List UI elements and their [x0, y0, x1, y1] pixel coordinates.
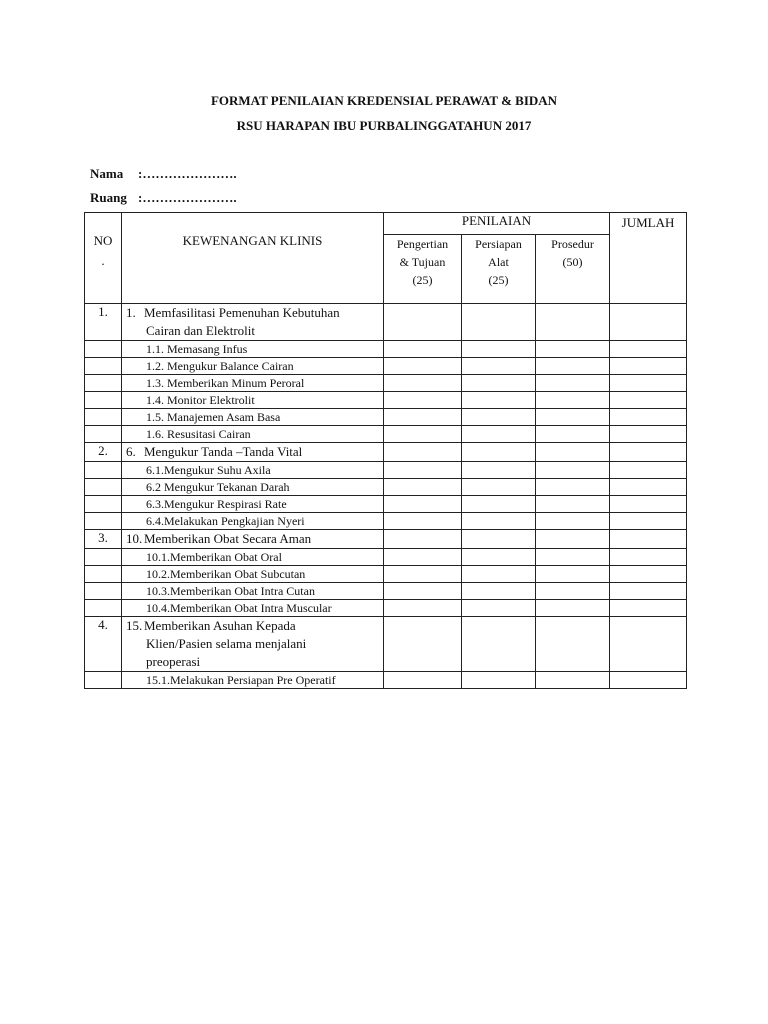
- group-title-line: Klien/Pasien selama menjalani: [146, 636, 307, 651]
- score-cell[interactable]: [536, 566, 610, 583]
- ruang-value: :………………….: [138, 190, 237, 205]
- sub-item-label: 1.6. Resusitasi Cairan: [122, 426, 384, 443]
- score-cell[interactable]: [610, 358, 687, 375]
- score-cell[interactable]: [536, 479, 610, 496]
- score-cell[interactable]: [536, 672, 610, 689]
- sub-item-label: 10.4.Memberikan Obat Intra Muscular: [122, 600, 384, 617]
- row-number-cell: [85, 496, 122, 513]
- table-row: [85, 479, 687, 496]
- header-pengertian: [384, 235, 462, 304]
- score-cell[interactable]: [462, 600, 536, 617]
- score-cell[interactable]: [384, 600, 462, 617]
- score-cell[interactable]: [610, 672, 687, 689]
- group-title-first-line: [126, 443, 383, 461]
- score-cell[interactable]: [610, 375, 687, 392]
- header-no: [85, 213, 122, 304]
- score-cell[interactable]: [610, 600, 687, 617]
- sub-item-label: 1.1. Memasang Infus: [122, 341, 384, 358]
- score-cell[interactable]: [536, 462, 610, 479]
- score-cell[interactable]: [610, 304, 687, 341]
- score-cell[interactable]: [462, 530, 536, 549]
- score-cell[interactable]: [462, 409, 536, 426]
- group-number: 1.: [85, 304, 122, 341]
- table-row: [85, 462, 687, 479]
- score-cell[interactable]: [462, 566, 536, 583]
- header-pengertian-line-3: (25): [412, 273, 433, 288]
- score-cell[interactable]: [610, 566, 687, 583]
- header-jumlah: JUMLAH: [610, 213, 687, 304]
- score-cell[interactable]: [462, 462, 536, 479]
- group-row: [85, 443, 687, 462]
- sub-item-label: 6.3.Mengukur Respirasi Rate: [122, 496, 384, 513]
- group-title-number: 15.: [126, 618, 143, 633]
- group-title-line: Cairan dan Elektrolit: [146, 323, 256, 338]
- table-body: [85, 304, 687, 689]
- score-cell[interactable]: [536, 358, 610, 375]
- score-cell[interactable]: [384, 426, 462, 443]
- score-cell[interactable]: [384, 443, 462, 462]
- score-cell[interactable]: [610, 443, 687, 462]
- header-kewenangan: KEWENANGAN KLINIS: [122, 213, 384, 304]
- ruang-label: Ruang: [90, 190, 127, 205]
- score-cell[interactable]: [536, 530, 610, 549]
- sub-item-label: 10.1.Memberikan Obat Oral: [122, 549, 384, 566]
- score-cell[interactable]: [536, 443, 610, 462]
- score-cell[interactable]: [536, 583, 610, 600]
- header-penilaian: PENILAIAN: [384, 213, 610, 235]
- header-persiapan-line-1: Persiapan: [475, 237, 522, 252]
- table-row: [85, 392, 687, 409]
- score-cell[interactable]: [462, 392, 536, 409]
- table-row: [85, 496, 687, 513]
- score-cell[interactable]: [536, 513, 610, 530]
- header-persiapan-line-3: (25): [488, 273, 509, 288]
- row-number-cell: [85, 672, 122, 689]
- row-number-cell: [85, 392, 122, 409]
- group-title-first-line: [126, 530, 383, 548]
- score-cell[interactable]: [462, 513, 536, 530]
- row-number-cell: [85, 358, 122, 375]
- table-row: [85, 566, 687, 583]
- group-number: 2.: [85, 443, 122, 462]
- group-title-line: Mengukur Tanda –Tanda Vital: [144, 444, 303, 459]
- group-title-line: Memfasilitasi Pemenuhan Kebutuhan: [144, 305, 340, 320]
- sub-item-label: 1.3. Memberikan Minum Peroral: [122, 375, 384, 392]
- sub-item-label: 6.2 Mengukur Tekanan Darah: [122, 479, 384, 496]
- score-cell[interactable]: [384, 513, 462, 530]
- score-cell[interactable]: [384, 530, 462, 549]
- score-cell[interactable]: [610, 530, 687, 549]
- row-number-cell: [85, 462, 122, 479]
- score-cell[interactable]: [536, 600, 610, 617]
- title-line-1: FORMAT PENILAIAN KREDENSIAL PERAWAT & BIDAN: [210, 93, 558, 108]
- score-cell[interactable]: [610, 426, 687, 443]
- header-prosedur-line-2: (50): [562, 255, 583, 270]
- score-cell[interactable]: [462, 341, 536, 358]
- score-cell[interactable]: [384, 617, 462, 672]
- score-cell[interactable]: [536, 392, 610, 409]
- group-number: 4.: [85, 617, 122, 672]
- group-row: [85, 304, 687, 341]
- score-cell[interactable]: [610, 392, 687, 409]
- group-title: [122, 443, 384, 462]
- row-number-cell: [85, 549, 122, 566]
- table-row: [85, 426, 687, 443]
- group-title-line: preoperasi: [146, 654, 201, 669]
- score-cell[interactable]: [536, 549, 610, 566]
- score-cell[interactable]: [384, 304, 462, 341]
- group-title-line: Memberikan Obat Secara Aman: [144, 531, 312, 546]
- group-title: [122, 304, 384, 341]
- score-cell[interactable]: [384, 672, 462, 689]
- row-number-cell: [85, 341, 122, 358]
- nama-label: Nama: [90, 166, 124, 181]
- score-cell[interactable]: [610, 479, 687, 496]
- assessment-table: [84, 212, 687, 689]
- group-title-line: Memberikan Asuhan Kepada: [144, 618, 296, 633]
- score-cell[interactable]: [536, 426, 610, 443]
- score-cell[interactable]: [536, 496, 610, 513]
- score-cell[interactable]: [462, 549, 536, 566]
- row-number-cell: [85, 426, 122, 443]
- score-cell[interactable]: [536, 341, 610, 358]
- header-no-label: NO: [93, 233, 113, 248]
- score-cell[interactable]: [536, 304, 610, 341]
- score-cell[interactable]: [610, 462, 687, 479]
- score-cell[interactable]: [536, 617, 610, 672]
- score-cell[interactable]: [610, 409, 687, 426]
- sub-item-label: 1.5. Manajemen Asam Basa: [122, 409, 384, 426]
- row-number-cell: [85, 375, 122, 392]
- score-cell[interactable]: [462, 443, 536, 462]
- table-row: [85, 549, 687, 566]
- score-cell[interactable]: [610, 549, 687, 566]
- score-cell[interactable]: [462, 426, 536, 443]
- row-number-cell: [85, 566, 122, 583]
- score-cell[interactable]: [462, 358, 536, 375]
- sub-item-label: 15.1.Melakukan Persiapan Pre Operatif: [122, 672, 384, 689]
- score-cell[interactable]: [384, 549, 462, 566]
- group-title: [122, 617, 384, 672]
- header-prosedur: [536, 235, 610, 304]
- row-number-cell: [85, 583, 122, 600]
- group-title-first-line: [126, 617, 383, 635]
- sub-item-label: 1.4. Monitor Elektrolit: [122, 392, 384, 409]
- row-number-cell: [85, 479, 122, 496]
- score-cell[interactable]: [462, 496, 536, 513]
- score-cell[interactable]: [462, 583, 536, 600]
- sub-item-label: 6.1.Mengukur Suhu Axila: [122, 462, 384, 479]
- table-row: [85, 358, 687, 375]
- title-line-2: RSU HARAPAN IBU PURBALINGGATAHUN 2017: [236, 118, 532, 133]
- group-title: [122, 530, 384, 549]
- score-cell[interactable]: [384, 566, 462, 583]
- score-cell[interactable]: [462, 672, 536, 689]
- group-row: [85, 530, 687, 549]
- score-cell[interactable]: [610, 583, 687, 600]
- score-cell[interactable]: [610, 496, 687, 513]
- score-cell[interactable]: [384, 583, 462, 600]
- table-row: [85, 409, 687, 426]
- score-cell[interactable]: [384, 341, 462, 358]
- score-cell[interactable]: [384, 375, 462, 392]
- table-row: [85, 583, 687, 600]
- table-row: [85, 341, 687, 358]
- score-cell[interactable]: [384, 496, 462, 513]
- table-row: [85, 375, 687, 392]
- header-prosedur-line-1: Prosedur: [551, 237, 594, 252]
- score-cell[interactable]: [610, 341, 687, 358]
- nama-field: [90, 166, 237, 182]
- score-cell[interactable]: [384, 358, 462, 375]
- row-number-cell: [85, 409, 122, 426]
- ruang-field: [90, 190, 237, 206]
- score-cell[interactable]: [462, 375, 536, 392]
- score-cell[interactable]: [384, 479, 462, 496]
- score-cell[interactable]: [610, 617, 687, 672]
- nama-value: :………………….: [138, 166, 237, 181]
- score-cell[interactable]: [384, 409, 462, 426]
- score-cell[interactable]: [462, 617, 536, 672]
- group-row: [85, 617, 687, 672]
- row-number-cell: [85, 513, 122, 530]
- score-cell[interactable]: [384, 392, 462, 409]
- header-persiapan-line-2: Alat: [488, 255, 509, 270]
- table-row: [85, 672, 687, 689]
- score-cell[interactable]: [462, 304, 536, 341]
- sub-item-label: 1.2. Mengukur Balance Cairan: [122, 358, 384, 375]
- sub-item-label: 10.3.Memberikan Obat Intra Cutan: [122, 583, 384, 600]
- score-cell[interactable]: [536, 409, 610, 426]
- header-pengertian-line-1: Pengertian: [396, 237, 449, 252]
- header-no-dot: .: [101, 253, 105, 268]
- sub-item-label: 10.2.Memberikan Obat Subcutan: [122, 566, 384, 583]
- table-row: [85, 513, 687, 530]
- header-persiapan: [462, 235, 536, 304]
- score-cell[interactable]: [610, 513, 687, 530]
- group-title-number: 6.: [126, 444, 136, 459]
- score-cell[interactable]: [384, 462, 462, 479]
- group-number: 3.: [85, 530, 122, 549]
- sub-item-label: 6.4.Melakukan Pengkajian Nyeri: [122, 513, 384, 530]
- group-title-number: 10.: [126, 531, 143, 546]
- row-number-cell: [85, 600, 122, 617]
- group-title-first-line: [126, 304, 383, 322]
- table-row: [85, 600, 687, 617]
- score-cell[interactable]: [462, 479, 536, 496]
- score-cell[interactable]: [536, 375, 610, 392]
- header-pengertian-line-2: & Tujuan: [399, 255, 446, 270]
- group-title-number: 1.: [126, 305, 136, 320]
